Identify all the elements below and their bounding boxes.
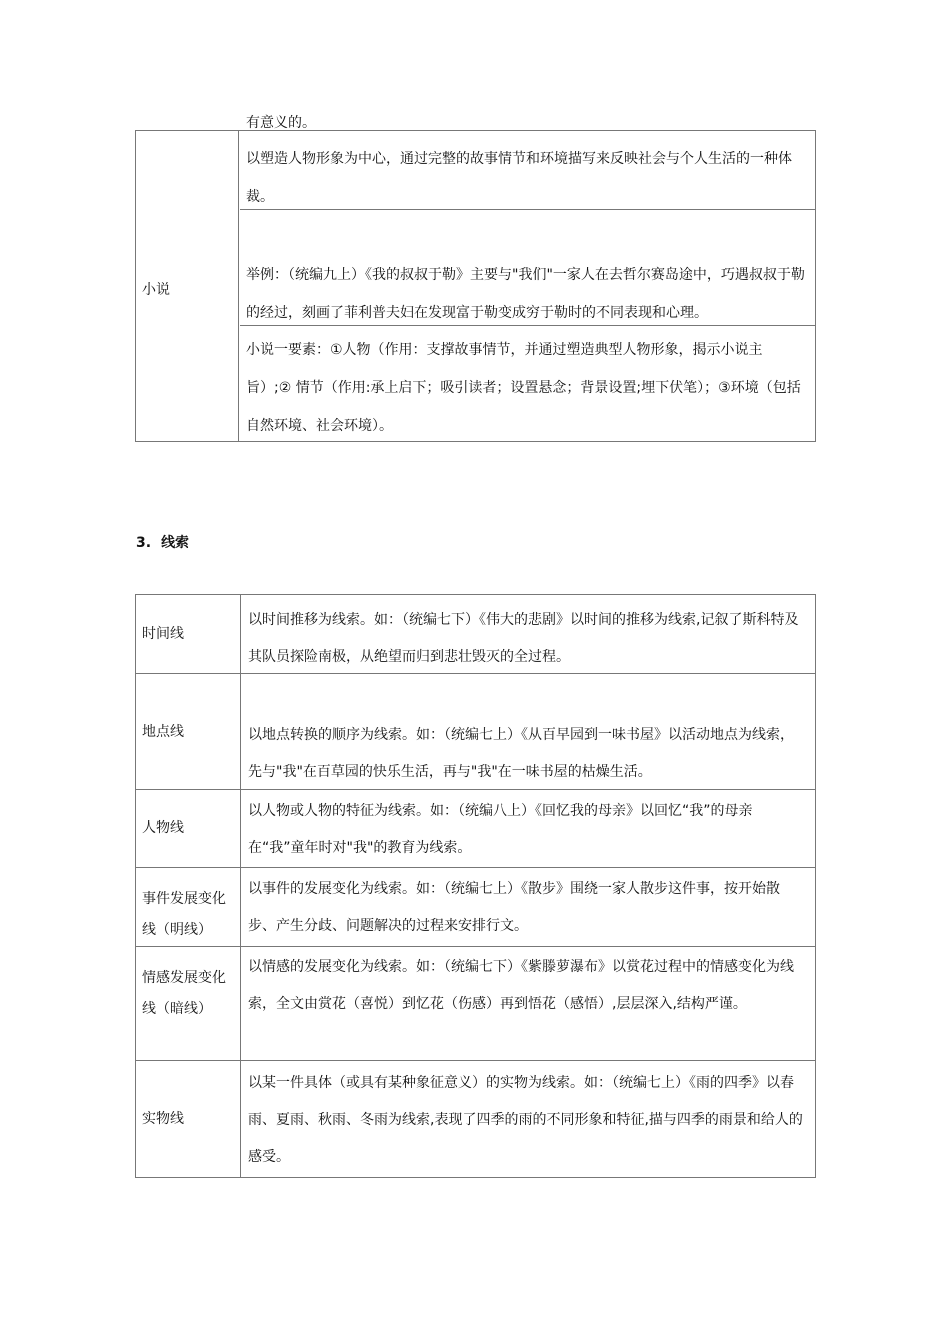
row-label-cell [136,868,241,946]
novel-elements-cell [240,326,815,442]
novel-table [135,130,816,442]
novel-label: 小说 [142,282,170,298]
row-label: 地点线 [142,724,184,740]
row-content: 以时间推移为线索。如：（统编七下）《伟大的悲剧》以时间的推移为线索,记叙了斯科特及其队员探险南极，从绝望而归到悲壮毁灭的全过程。 [248,612,799,665]
section-title: 线索 [161,535,190,551]
row-content: 以人物或人物的特征为线索。如：（统编八上）《回忆我的母亲》以回忆“我”的母亲在“我”童年时对"我"的教育为线索。 [248,803,753,856]
row-label-cell [136,790,241,867]
row-label-cell [136,947,241,1060]
row-content: 以事件的发展变化为线索。如：（统编七上）《散步》围绕一家人散步这件事，按开始散步、产生分歧、问题解决的过程来安排行文。 [248,881,780,934]
table-row [136,1061,815,1178]
novel-definition-cell [240,131,815,210]
novel-elements: 小说一要素：①人物（作用：支撑故事情节，并通过塑造典型人物形象，揭示小说主旨）;② 情节（作用:承上启下；吸引读者；设置悬念；背景设置;埋下伏笔）；③环境（包括自然环境、社会环境）。 [246,342,801,434]
section-number: 3. [136,535,152,551]
novel-label-cell [136,131,239,441]
row-label-cell [136,674,241,789]
continued-text: 有意义的。 [246,115,316,131]
table-row [136,947,815,1061]
novel-example: 举例：（统编九上）《我的叔叔于勒》主要与"我们"一家人在去哲尔赛岛途中，巧遇叔叔于勒的经过，刻画了菲利普夫妇在发现富于勒变成穷于勒时的不同表现和心理。 [246,267,805,321]
section-heading [136,532,189,552]
table-row [136,790,815,868]
row-label: 实物线 [142,1111,184,1127]
row-label: 情感发展变化线（暗线） [142,970,226,1017]
clues-table [135,594,816,1178]
row-content: 以地点转换的顺序为线索。如：（统编七上）《从百早园到一味书屋》以活动地点为线索，先与"我"在百草园的快乐生活，再与"我"在一味书屋的枯燥生活。 [248,727,794,780]
table-row [136,868,815,947]
row-label-cell [136,1061,241,1178]
novel-example-cell [240,210,815,326]
row-label-cell [136,595,241,673]
row-label: 时间线 [142,626,184,642]
row-label: 人物线 [142,820,184,836]
novel-definition: 以塑造人物形象为中心，通过完整的故事情节和环境描写来反映社会与个人生活的一种体裁。 [246,151,792,205]
row-content: 以某一件具体（或具有某种象征意义）的实物为线索。如：（统编七上）《雨的四季》以春雨、夏雨、秋雨、冬雨为线索,表现了四季的雨的不同形象和特征,描与四季的雨景和给人的感受。 [248,1075,803,1165]
table-row [136,595,815,674]
row-content: 以情感的发展变化为线索。如：（统编七下）《紫滕萝瀑布》以赏花过程中的情感变化为线索，全文由赏花（喜悦）到忆花（伤感）再到悟花（感悟）,层层深入,结构严谨。 [248,959,794,1012]
table-row [136,674,815,790]
row-label: 事件发展变化线（明线） [142,891,226,938]
